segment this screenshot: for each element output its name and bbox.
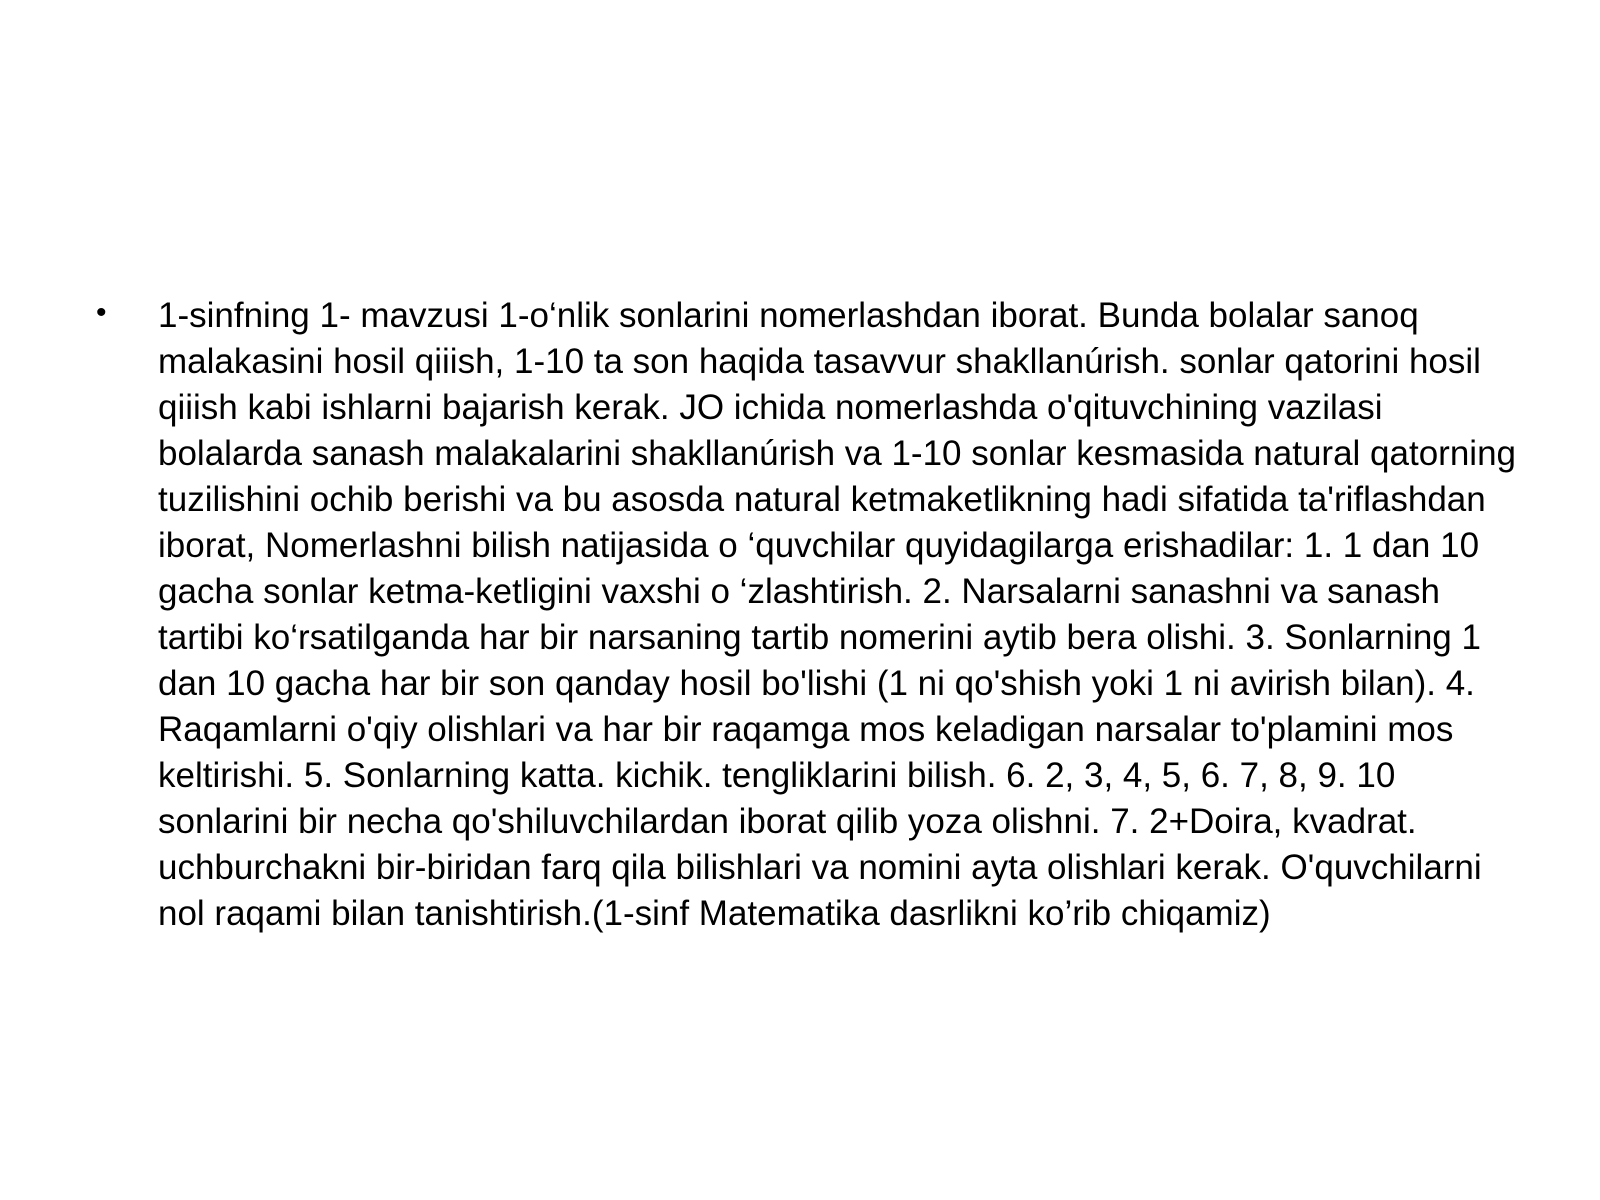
bullet-list — [96, 293, 1516, 937]
slide-body — [96, 293, 1516, 937]
bullet-dot-icon: • — [96, 296, 107, 329]
bullet-text: 1-sinfning 1- mavzusi 1-o‘nlik sonlarini nomerlashdan iborat. Bunda bolalar sanoq malakasini hosil qiiish, 1-10 ta son haqida tasavvur shakllanúrish. sonlar qatorini hosil qiiish kabi ishlarni bajarish kerak. JO ichida nomerlashda o'qituvchining vazilasi bolalarda sanash malakalarini shakllanúrish va 1-10 sonlar kesmasida natural qatorning tuzilishini ochib berishi va bu asosda natural ketmaketlikning hadi sifatida ta'riflashdan iborat, Nomerlashni bilish natijasida o ‘quvchilar quyidagilarga erishadilar: 1. 1 dan 10 gacha sonlar ketma-ketligini vaxshi o ‘zlashtirish. 2. Narsalarni sanashni va sanash tartibi ko‘rsatilganda har bir narsaning tartib nomerini aytib bera olishi. 3. Sonlarning 1 dan 10 gacha har bir son qanday hosil bo'lishi (1 ni qo'shish yoki 1 ni avirish bilan). 4. Raqamlarni o'qiy olishlari va har bir raqamga mos keladigan narsalar to'plamini mos keltirishi. 5. Sonlarning katta. kichik. tengliklarini bilish. 6. 2, 3, 4, 5, 6. 7, 8, 9. 10 sonlarini bir necha qo'shiluvchilardan iborat qilib yoza olishni. 7. 2+Doira, kvadrat. uchburchakni bir-biridan farq qila bilishlari va nomini ayta olishlari kerak. O'quvchilarni nol raqami bilan tanishtirish.(1-sinf Matematika dasrlikni ko’rib chiqamiz) — [158, 296, 1516, 933]
bullet-item — [96, 293, 1516, 937]
